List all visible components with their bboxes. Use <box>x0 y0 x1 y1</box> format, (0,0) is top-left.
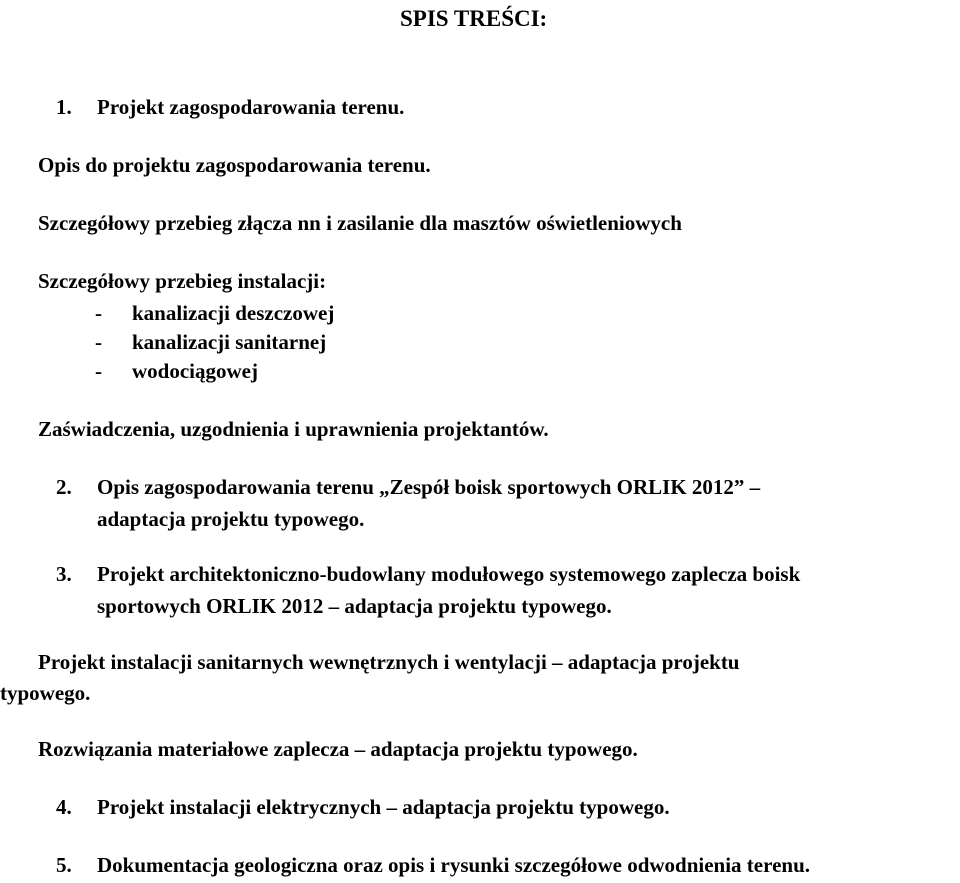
toc-item-number: 2. <box>56 475 72 499</box>
toc-item-3-continuation: sportowych ORLIK 2012 – adaptacja projektu typowego. <box>97 594 612 618</box>
toc-item-number: 1. <box>56 95 72 119</box>
document-title: SPIS TREŚCI: <box>400 6 548 31</box>
toc-item-text: Projekt zagospodarowania terenu. <box>97 95 405 119</box>
toc-entry-instalacje: Szczegółowy przebieg instalacji: <box>38 269 327 293</box>
list-dash: - <box>95 359 102 383</box>
toc-item-3 <box>56 561 800 587</box>
toc-item-text: Projekt instalacji elektrycznych – adaptacja projektu typowego. <box>97 795 670 819</box>
list-item <box>95 358 258 384</box>
list-item <box>95 329 326 355</box>
toc-item-2 <box>56 474 760 500</box>
toc-entry-zlacze: Szczegółowy przebieg złącza nn i zasilanie dla masztów oświetleniowych <box>38 211 682 235</box>
list-dash: - <box>95 301 102 325</box>
toc-entry-zaswiadczenia: Zaświadczenia, uzgodnienia i uprawnienia projektantów. <box>38 417 549 441</box>
toc-entry-sanitarne: Projekt instalacji sanitarnych wewnętrznych i wentylacji – adaptacja projektu <box>38 650 740 674</box>
list-item-text: kanalizacji sanitarnej <box>132 330 327 354</box>
toc-item-4 <box>56 794 670 820</box>
toc-item-5 <box>56 852 810 878</box>
toc-item-text: Opis zagospodarowania terenu „Zespół boisk sportowych ORLIK 2012” – <box>97 475 761 499</box>
list-item <box>95 300 334 326</box>
toc-item-number: 3. <box>56 562 72 586</box>
toc-entry-opis: Opis do projektu zagospodarowania terenu. <box>38 153 431 177</box>
toc-item-number: 4. <box>56 795 72 819</box>
toc-item-text: Projekt architektoniczno-budowlany modułowego systemowego zaplecza boisk <box>97 562 801 586</box>
list-item-text: kanalizacji deszczowej <box>132 301 335 325</box>
toc-item-text: Dokumentacja geologiczna oraz opis i rysunki szczegółowe odwodnienia terenu. <box>97 853 810 877</box>
list-dash: - <box>95 330 102 354</box>
toc-item-1 <box>56 94 404 120</box>
list-item-text: wodociągowej <box>132 359 258 383</box>
toc-entry-sanitarne-continuation: typowego. <box>0 681 91 705</box>
toc-entry-rozwiazania: Rozwiązania materiałowe zaplecza – adaptacja projektu typowego. <box>38 737 638 761</box>
toc-item-number: 5. <box>56 853 72 877</box>
toc-item-2-continuation: adaptacja projektu typowego. <box>97 507 365 531</box>
